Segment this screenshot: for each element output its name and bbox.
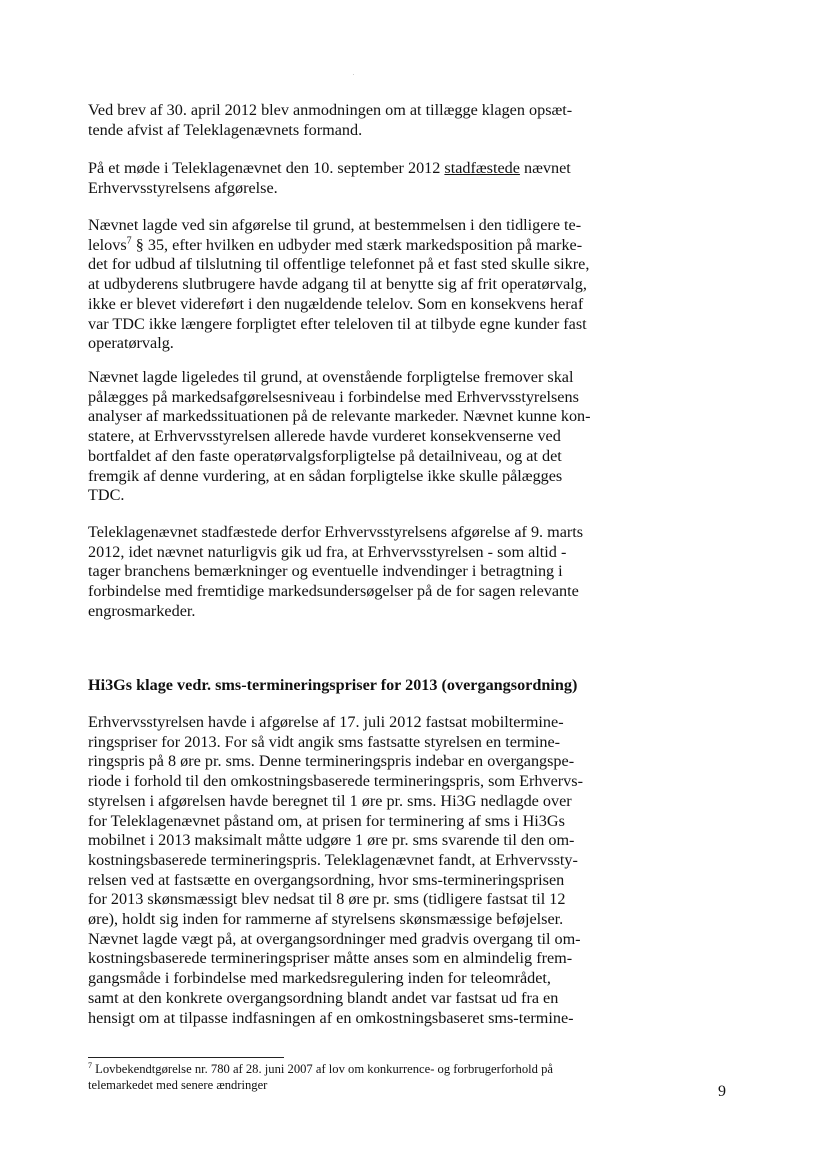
paragraph-4 xyxy=(88,368,591,506)
text-line: var TDC ikke længere forpligtet efter teleloven til at tilbyde egne kunder fast xyxy=(88,314,587,333)
text-line: pålægges på markedsafgørelsesniveau i forbindelse med Erhvervsstyrelsens xyxy=(88,387,579,406)
text-line: Nævnet lagde ligeledes til grund, at ovenstående forpligtelse fremover skal xyxy=(88,368,574,386)
text-line: riode i forhold til den omkostningsbaserede termineringspris, som Erhvervs- xyxy=(88,772,583,791)
footnote-reference: 7 xyxy=(126,235,132,247)
paragraph-2 xyxy=(88,159,571,198)
text-line: Teleklagenævnet stadfæstede derfor Erhvervsstyrelsens afgørelse af 9. marts xyxy=(88,523,584,541)
text-line: operatørvalg. xyxy=(88,334,174,353)
text-line: Ved brev af 30. april 2012 blev anmodningen om at tillægge klagen opsæt- xyxy=(88,101,573,119)
text-line: fremgik af denne vurdering, at en sådan forpligtelse ikke skulle pålægges xyxy=(88,466,563,485)
text-line: Nævnet lagde vægt på, at overgangsordninger med gradvis overgang til om- xyxy=(88,929,581,948)
paragraph-6 xyxy=(88,713,583,1028)
text-line: relsen ved at fastsætte en overgangsordning, hvor sms-termineringsprisen xyxy=(88,870,565,889)
text-line: styrelsen i afgørelsen havde beregnet til 1 øre pr. sms. Hi3G nedlagde over xyxy=(88,791,572,810)
scan-speck xyxy=(353,74,354,75)
text-line: ringspriser for 2013. For så vidt angik sms fastsatte styrelsen en termine- xyxy=(88,732,561,751)
text-line: tager branchens bemærkninger og eventuelle indvendinger i betragtning i xyxy=(88,562,563,581)
text-line: kostningsbaserede termineringspriser måtte anses som en almindelig frem- xyxy=(88,949,573,968)
text-line: øre), holdt sig inden for rammerne af styrelsens skønsmæssige beføjelser. xyxy=(88,910,564,929)
text-line: det for udbud af tilslutning til offentlige telefonnet på et fast sted skulle sikre, xyxy=(88,255,590,274)
text-line: kostningsbaserede termineringspris. Teleklagenævnet fandt, at Erhvervssty- xyxy=(88,850,578,869)
underlined-word: stadfæstede xyxy=(444,159,520,177)
text-segment: lelovs xyxy=(88,235,127,254)
paragraph-5 xyxy=(88,523,583,622)
text-line: Erhvervsstyrelsen havde i afgørelse af 17. juli 2012 fastsat mobiltermine- xyxy=(88,713,564,731)
text-line: samt at den konkrete overgangsordning blandt andet var fastsat ud fra en xyxy=(88,988,559,1007)
text-line: Nævnet lagde ved sin afgørelse til grund, at bestemmelsen i den tidligere te- xyxy=(88,216,582,234)
text-line: ikke er blevet videreført i den nugældende telelov. Som en konsekvens heraf xyxy=(88,294,584,313)
text-line: hensigt om at tilpasse indfasningen af en omkostningsbaseret sms-termine- xyxy=(88,1008,574,1027)
text-line: for Teleklagenævnet påstand om, at prisen for terminering af sms i Hi3Gs xyxy=(88,811,565,830)
footnote xyxy=(88,1061,553,1093)
text-line: TDC. xyxy=(88,486,125,505)
text-line: ringspris på 8 øre pr. sms. Denne termineringspris indebar en overgangspe- xyxy=(88,752,575,771)
footnote-mark: 7 xyxy=(88,1060,92,1070)
text-segment: § 35, efter hvilken en udbyder med stærk markedsposition på marke- xyxy=(131,235,583,254)
text-line xyxy=(88,236,589,256)
section-heading: Hi3Gs klage vedr. sms-termineringspriser for 2013 (overgangsordning) xyxy=(88,676,578,694)
text-line: at udbyderens slutbrugere havde adgang til at benytte sig af frit operatørvalg, xyxy=(88,275,587,294)
footnote-line: Lovbekendtgørelse nr. 780 af 28. juni 2007 af lov om konkurrence- og forbrugerforhold på xyxy=(95,1062,553,1076)
text-line: for 2013 skønsmæssigt blev nedsat til 8 øre pr. sms (tidligere fastsat til 12 xyxy=(88,890,566,909)
text-line: 2012, idet nævnet naturligvis gik ud fra, at Erhvervsstyrelsen - som altid - xyxy=(88,542,567,561)
paragraph-1 xyxy=(88,101,572,140)
text-line: statere, at Erhvervsstyrelsen allerede havde vurderet konsekvenserne ved xyxy=(88,427,561,446)
text-line: engrosmarkeder. xyxy=(88,601,196,620)
footnote-line: telemarkedet med senere ændringer xyxy=(88,1078,268,1092)
text-segment: På et møde i Teleklagenævnet den 10. september 2012 xyxy=(88,159,445,177)
text-line: tende afvist af Teleklagenævnets formand. xyxy=(88,120,363,139)
page-number: 9 xyxy=(718,1083,726,1100)
text-line: gangsmåde i forbindelse med markedsregulering inden for teleområdet, xyxy=(88,969,551,988)
text-line: mobilnet i 2013 maksimalt måtte udgøre 1 øre pr. sms svarende til den om- xyxy=(88,831,575,850)
text-segment: nævnet xyxy=(519,159,571,177)
text-line xyxy=(88,159,571,179)
text-line: bortfaldet af den faste operatørvalgsforpligtelse på detailniveau, og at det xyxy=(88,446,562,465)
text-line: forbindelse med fremtidige markedsundersøgelser på de for sagen relevante xyxy=(88,582,579,601)
paragraph-3 xyxy=(88,216,589,354)
text-line: analyser af markedssituationen på de relevante markeder. Nævnet kunne kon- xyxy=(88,407,591,426)
text-line: Erhvervsstyrelsens afgørelse. xyxy=(88,178,278,197)
footnote-separator xyxy=(88,1057,284,1058)
